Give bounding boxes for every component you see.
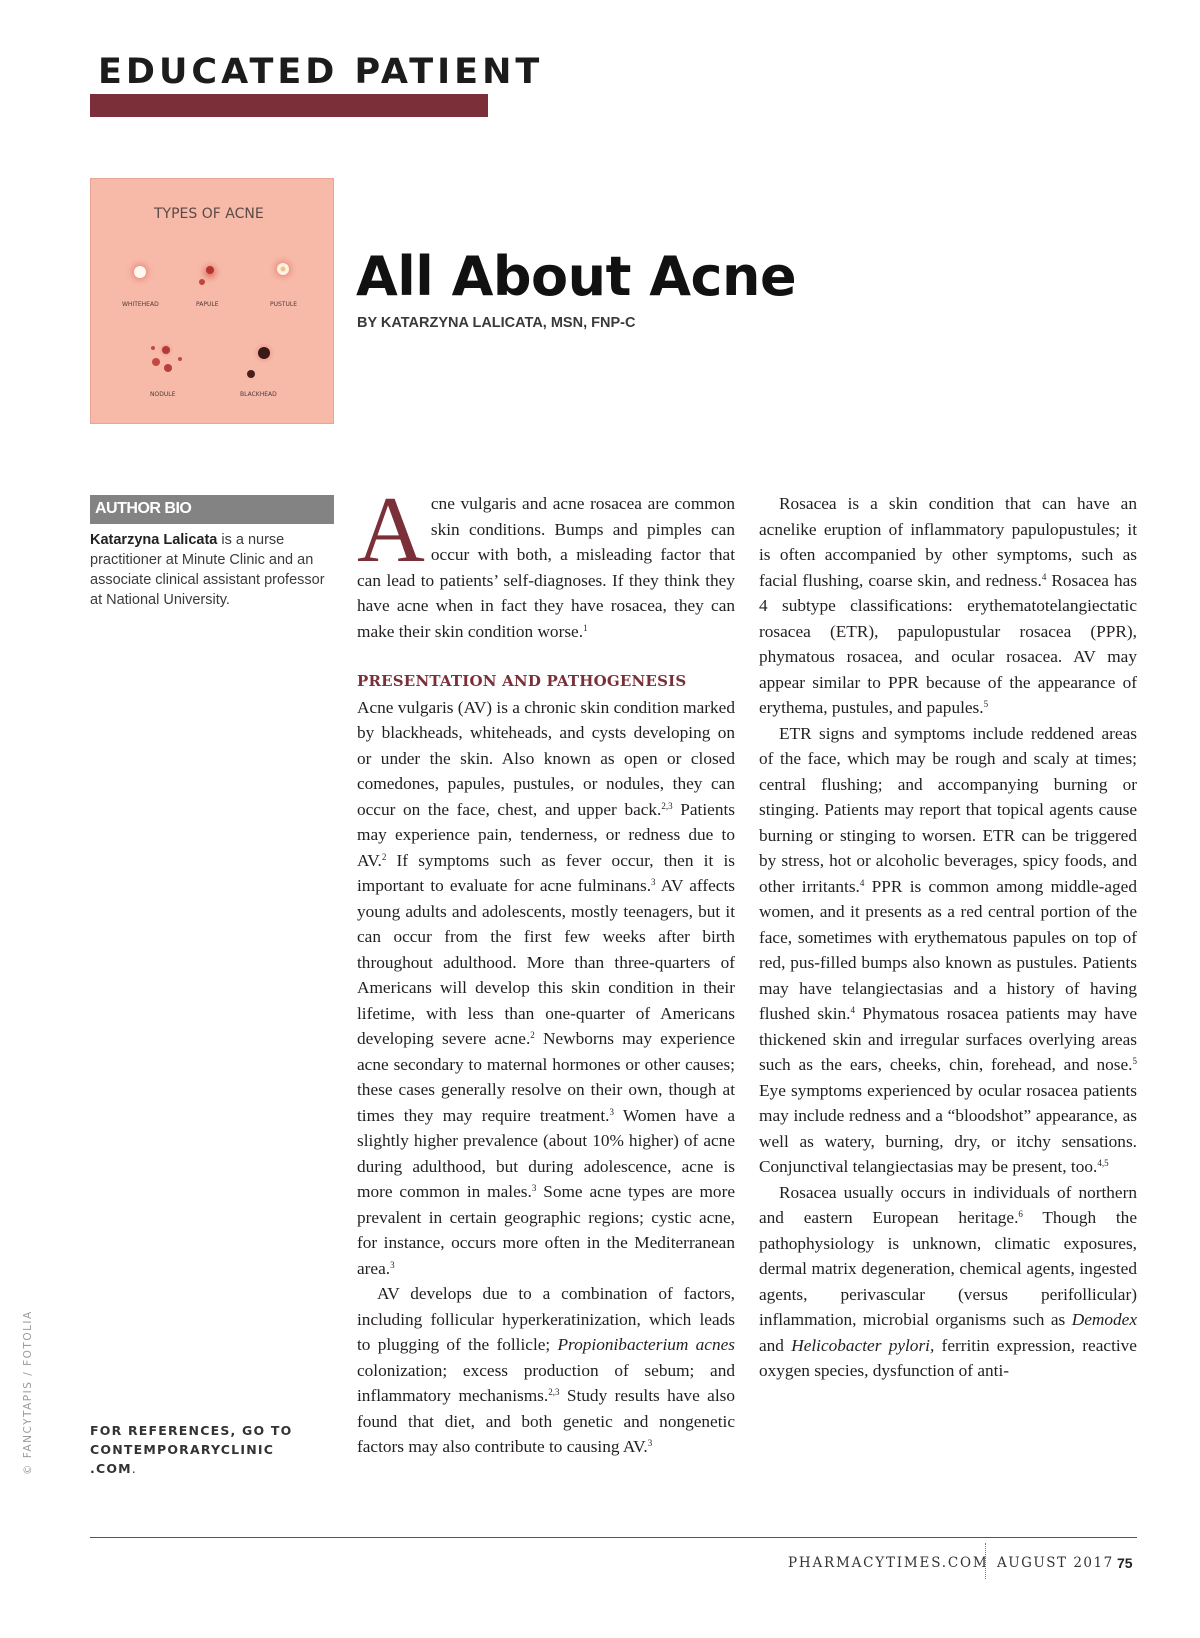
- references-url: CONTEMPORARYCLINIC: [90, 1442, 275, 1457]
- papule-icon: [197, 259, 223, 285]
- label-pustule: PUSTULE: [270, 301, 298, 308]
- section-label: EDUCATED PATIENT: [98, 52, 544, 92]
- label-blackhead: BLACKHEAD: [240, 391, 277, 398]
- acne-types-illustration: [90, 178, 334, 424]
- paragraph-etr: ETR signs and symptoms include reddened areas of the face, which may be rough and scaly at times; central flushing; and accompanying burning or stinging. Patients may report that topical agents cause burning or stinging to worsen. ETR can be triggered by stress, hot or alcoholic beverages, spicy foods, and other irritants.$^4$ PPR is common among middle-aged women, and it presents as a red central portion of the face, sometimes with erythematous papules on top of red, pus-filled bumps also known as pustules. Patients may have telangiectasias and a history of having flushed skin.$^4$ Phymatous rosacea patients may have thickened skin and irregular surfaces overlying areas such as the ears, cheeks, chin, forehead, and nose.$^5$ Eye symptoms experienced by ocular rosacea patients may include redness and a “bloodshot” appearance, as well as watery, burning, dry, or itchy sensations. Conjunctival telangiectasias may be present, too.$^{4,5}$: [759, 723, 1137, 1176]
- footer-site[interactable]: PHARMACYTIMES.COM: [788, 1555, 989, 1571]
- paragraph-av: Acne vulgaris (AV) is a chronic skin condition marked by blackheads, whiteheads, and cysts developing on or under the skin. Also known as open or closed comedones, papules, pustules, or nodules, they can occur on the face, chest, and upper back.$^{2,3}$ Patients may experience pain, tenderness, or redness due to AV.$^2$ If symptoms such as fever occur, then it is important to evaluate for acne fulminans.$^3$ AV affects young adults and adolescents, mostly teenagers, but it can occur from the first few weeks after birth throughout adulthood. More than three-quarters of Americans will develop this skin condition in their lifetime, with less than one-quarter of Americans developing severe acne.$^2$ Newborns may experience acne secondary to maternal hormones or other causes; these cases generally resolve on their own, though at times they may require treatment.$^3$ Women have a slightly higher prevalence (about 10% higher) of acne during adulthood, but during adolescence, acne is more common in males.$^3$ Some acne types are more prevalent in certain geographic regions; cystic acne, for instance, occurs more often in the Mediterranean area.$^3$: [357, 697, 736, 1278]
- byline: BY KATARZYNA LALICATA, MSN, FNP-C: [357, 315, 636, 331]
- photo-credit: © FANCYTAPIS / FOTOLIA: [22, 1310, 34, 1475]
- body-column-1: [357, 478, 736, 1460]
- blackhead-icon: [247, 341, 276, 378]
- figure-title: TYPES OF ACNE: [154, 206, 264, 222]
- footer-rule: [90, 1537, 1137, 1538]
- paragraph-rosacea-causes: Rosacea usually occurs in individuals of northern and eastern European heritage.$^6$ Though the pathophysiology is unknown, climatic exposures, dermal matrix degeneration, chemical agents, ingested agents, perivascular (versus perifollicular) inflammation, microbial organisms such as Demodex and Helicobacter pylori, ferritin expression, reactive oxygen species, dysfunction of anti-: [759, 1182, 1137, 1380]
- pustule-icon: [268, 254, 298, 284]
- section-bar: [90, 94, 488, 117]
- author-bio-text: is a nurse practitioner at Minute Clinic and an associate clinical assistant professor at National University.: [90, 532, 325, 608]
- whitehead-icon: [125, 257, 155, 287]
- author-bio-header-label: AUTHOR BIO: [95, 500, 192, 517]
- article-title: All About Acne: [356, 245, 797, 308]
- intro-paragraph: Acne vulgaris and acne rosacea are common skin conditions. Bumps and pimples can occur with both, a misleading factor that can lead to patients’ self-diagnoses. If they think they have acne when in fact they have rosacea, they can make their skin condition worse.$^1$: [357, 478, 735, 641]
- subhead-presentation: PRESENTATION AND PATHOGENESIS: [357, 672, 687, 690]
- page-number: 75: [1117, 1555, 1133, 1571]
- drop-cap: A: [357, 478, 425, 582]
- references-note: [90, 1421, 334, 1478]
- body-column-2: [759, 491, 1137, 1384]
- footer-separator: [985, 1543, 986, 1579]
- author-name: Katarzyna Lalicata: [90, 532, 218, 548]
- references-link[interactable]: [90, 1440, 334, 1459]
- author-bio: [90, 530, 334, 610]
- references-line-1: FOR REFERENCES, GO TO: [90, 1423, 293, 1438]
- label-nodule: NODULE: [150, 391, 176, 398]
- references-url-suffix: .COM: [90, 1461, 132, 1476]
- paragraph-rosacea: Rosacea is a skin condition that can have an acnelike eruption of inflammatory papulopustules; it is often accompanied by other symptoms, such as facial flushing, coarse skin, and redness.$^4$ Rosacea has 4 subtype classifications: erythematotelangiectatic rosacea (ETR), papulopustular rosacea (PPR), phymatous rosacea, and ocular rosacea. AV may appear similar to PPR because of the appearance of erythema, pustules, and papules.$^5$: [759, 494, 1138, 717]
- footer-date: AUGUST 2017: [997, 1555, 1114, 1571]
- author-bio-header: [90, 495, 334, 524]
- label-whitehead: WHITEHEAD: [122, 301, 159, 308]
- paragraph-av-causes: AV develops due to a combination of factors, including follicular hyperkeratinization, which leads to plugging of the follicle; Propionibacterium acnes colonization; excess production of sebum; and inflammatory mechanisms.$^{2,3}$ Study results have also found that diet, and both genetic and nongenetic factors may also contribute to causing AV.$^3$: [357, 1284, 735, 1456]
- label-papule: PAPULE: [196, 301, 219, 308]
- references-period: .: [131, 1461, 137, 1476]
- nodule-icon: [151, 342, 182, 372]
